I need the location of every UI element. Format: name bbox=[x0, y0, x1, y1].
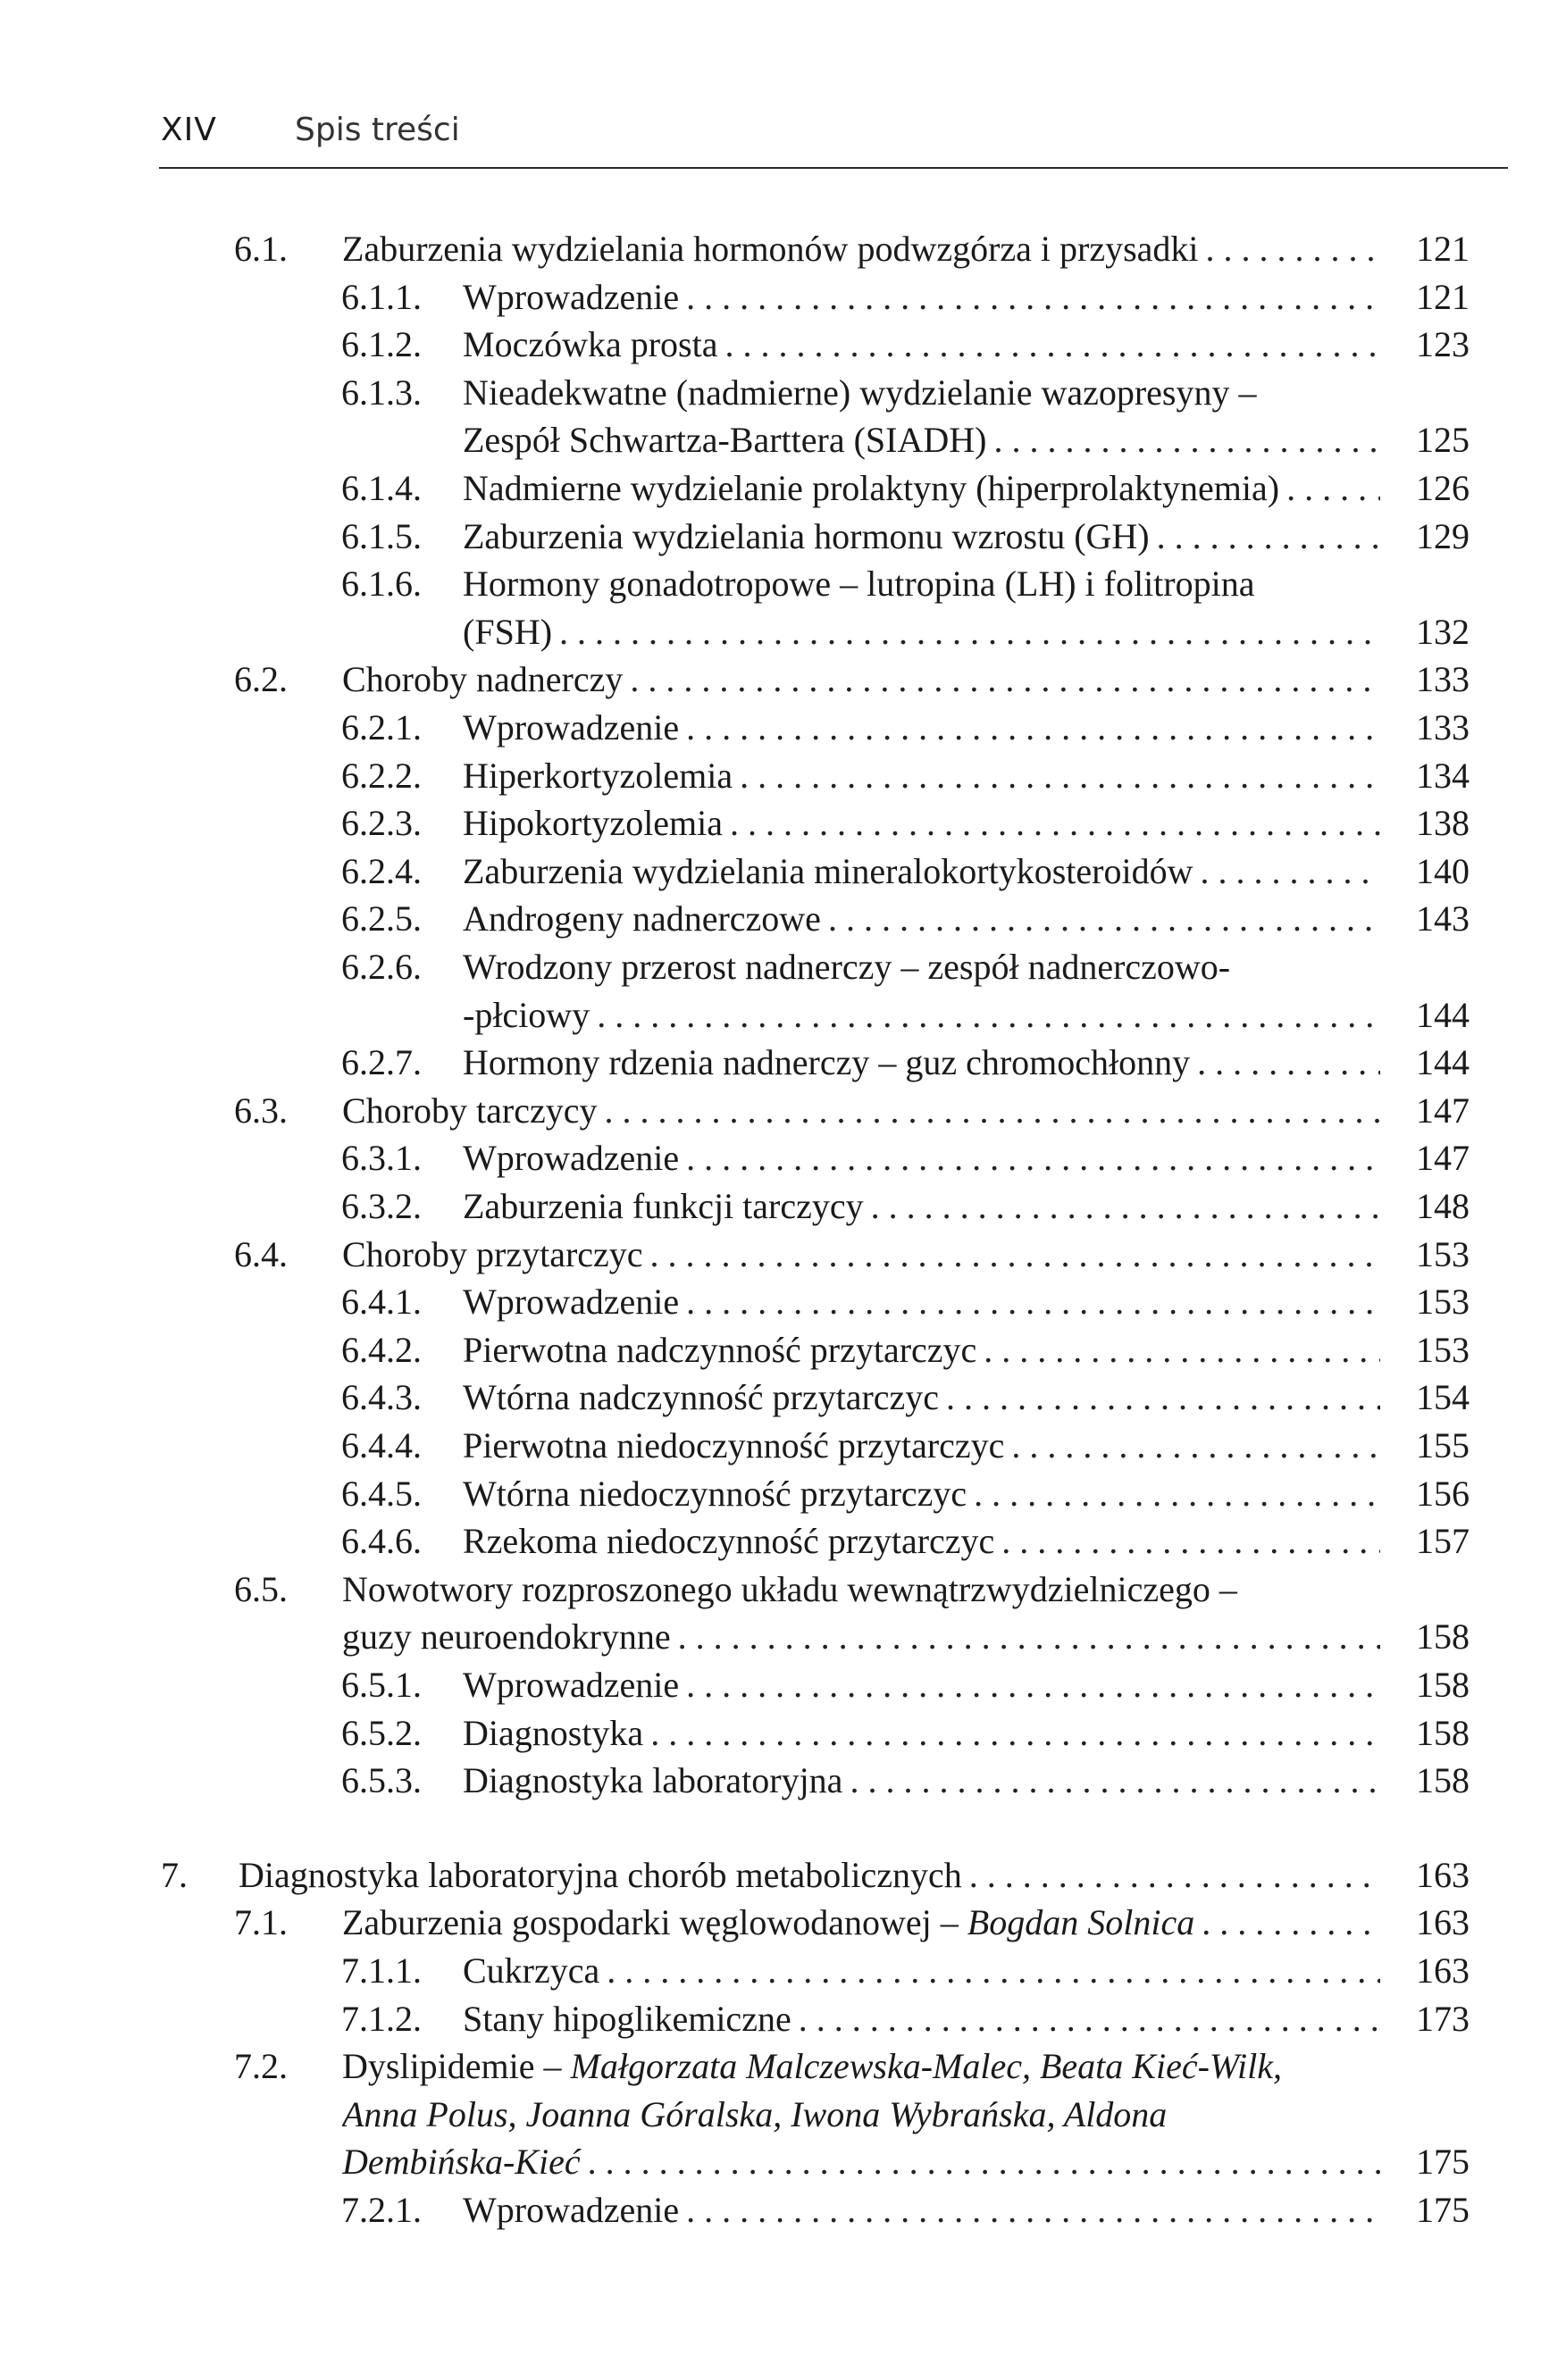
toc-entry-number: 6.1.6. bbox=[341, 564, 422, 605]
toc-entry-title-text bbox=[463, 895, 821, 943]
toc-entry-title bbox=[463, 1947, 1380, 1995]
toc-leader-dots bbox=[733, 752, 1380, 800]
toc-entry-title bbox=[463, 1182, 1380, 1231]
toc-leader-dots bbox=[679, 1661, 1380, 1709]
toc-entry-title bbox=[463, 2186, 1380, 2234]
toc-title-part: Androgeny nadnerczowe bbox=[463, 898, 821, 939]
toc-entry-number: 7.1. bbox=[234, 1902, 288, 1943]
toc-entry-page: 153 bbox=[1416, 1282, 1470, 1323]
toc-entry-title bbox=[463, 1134, 1380, 1182]
toc-entry-title-text bbox=[463, 1278, 679, 1326]
toc-entry-title bbox=[463, 1326, 1380, 1374]
toc-entry-title-text bbox=[463, 464, 1279, 513]
toc-title-part: Hormony gonadotropowe – lutropina (LH) i folitropina bbox=[463, 564, 1255, 605]
toc-leader-dots bbox=[791, 1995, 1380, 2043]
toc-leader-dots bbox=[590, 991, 1380, 1040]
toc-leader-dots bbox=[994, 1517, 1380, 1566]
toc-entry-page: 175 bbox=[1416, 2190, 1470, 2230]
toc-entry-title-text bbox=[463, 799, 723, 848]
toc-entry-continuation bbox=[342, 2091, 1380, 2139]
toc-entry-title-text bbox=[342, 1087, 597, 1135]
toc-title-part: Hipokortyzolemia bbox=[463, 803, 724, 844]
toc-entry-number: 6.1.2. bbox=[341, 324, 422, 365]
toc-entry-title-text bbox=[463, 943, 1230, 991]
toc-entry-title-text bbox=[463, 848, 1193, 896]
toc-entry-number: 6.2.2. bbox=[341, 755, 422, 796]
toc-title-part: Nieadekwatne (nadmierne) wydzielanie wazopresyny – bbox=[463, 372, 1257, 413]
toc-entry-page: 134 bbox=[1416, 755, 1470, 796]
toc-entry-page: 138 bbox=[1416, 803, 1470, 844]
toc-title-part: Rzekoma niedoczynność przytarczyc bbox=[463, 1521, 995, 1562]
toc-entry-title-text bbox=[463, 1709, 643, 1758]
toc-leader-dots bbox=[679, 273, 1380, 322]
toc-title-part: Wtórna niedoczynność przytarczyc bbox=[463, 1473, 967, 1514]
toc-entry-number: 6.2.3. bbox=[341, 803, 422, 844]
toc-entry-number: 6.5.3. bbox=[341, 1760, 422, 1801]
toc-title-part: Diagnostyka laboratoryjna bbox=[463, 1760, 843, 1801]
toc-leader-dots bbox=[599, 1947, 1380, 1995]
toc-entry-page: 158 bbox=[1416, 1712, 1470, 1753]
toc-entry-title-text bbox=[342, 225, 1199, 273]
toc-entry-number: 6.4.3. bbox=[341, 1377, 422, 1418]
toc-leader-dots bbox=[581, 2138, 1380, 2186]
toc-title-part: Pierwotna niedoczynność przytarczyc bbox=[463, 1425, 1005, 1466]
toc-entry-title bbox=[342, 225, 1380, 273]
toc-entry-title bbox=[463, 799, 1380, 848]
toc-entry-title bbox=[342, 2042, 1380, 2091]
toc-entry-title-text bbox=[463, 1470, 967, 1518]
toc-title-part: Wprowadzenie bbox=[463, 1138, 680, 1179]
toc-leader-dots bbox=[597, 1087, 1380, 1135]
toc-entry-page: 133 bbox=[1416, 707, 1470, 747]
toc-entry-title-text bbox=[463, 1661, 679, 1709]
toc-entry-number: 6.2.1. bbox=[341, 707, 422, 747]
toc-entry-number: 6.5.2. bbox=[341, 1712, 422, 1753]
toc-entry-number: 6.2. bbox=[234, 659, 288, 700]
toc-entry-page: 133 bbox=[1416, 659, 1470, 700]
toc-leader-dots bbox=[821, 895, 1380, 943]
toc-leader-dots bbox=[1194, 1899, 1380, 1947]
toc-entry-continuation bbox=[342, 1613, 1380, 1661]
toc-entry-continuation bbox=[463, 416, 1380, 464]
toc-entry-author: Małgorzata Malczewska-Malec, Beata Kieć-Wilk, bbox=[570, 2046, 1282, 2087]
toc-entry-title bbox=[463, 1661, 1380, 1709]
toc-title-part: Stany hipoglikemiczne bbox=[463, 1998, 791, 2039]
toc-title-part: Hormony rdzenia nadnerczy – guz chromochłonny bbox=[463, 1042, 1191, 1083]
toc-title-part: Dyslipidemie – bbox=[342, 2046, 571, 2087]
toc-entry-title-text bbox=[463, 1039, 1190, 1087]
toc-entry-number: 7.2. bbox=[234, 2046, 288, 2087]
toc-entry-continuation bbox=[463, 991, 1380, 1040]
toc-leader-dots bbox=[1004, 1422, 1380, 1470]
toc-entry-title-text bbox=[463, 1374, 939, 1422]
toc-entry-page: 121 bbox=[1416, 229, 1470, 269]
toc-title-part: Nadmierne wydzielanie prolaktyny (hiperprolaktynemia) bbox=[463, 468, 1280, 508]
toc-continuation-text: guzy neuroendokrynne bbox=[342, 1616, 671, 1658]
toc-entry-page: 163 bbox=[1416, 1902, 1470, 1943]
toc-title-part: Diagnostyka bbox=[463, 1712, 644, 1753]
toc-leader-dots bbox=[1199, 225, 1380, 273]
toc-leader-dots bbox=[679, 2186, 1380, 2234]
toc-entry-title-text bbox=[239, 1851, 962, 1900]
toc-entry-page: 156 bbox=[1416, 1473, 1470, 1514]
toc-entry-page: 173 bbox=[1416, 1998, 1470, 2039]
toc-entry-number: 7.1.1. bbox=[341, 1950, 422, 1991]
toc-title-part: Zaburzenia wydzielania mineralokortykosteroidów bbox=[463, 850, 1193, 891]
toc-entry-number: 7.2.1. bbox=[341, 2190, 422, 2230]
running-title: Spis treści bbox=[295, 112, 460, 148]
toc-entry-number: 6.1.4. bbox=[341, 468, 422, 508]
toc-entry-title bbox=[463, 1422, 1380, 1470]
toc-entry-number: 6.4. bbox=[234, 1233, 288, 1274]
toc-entry-title bbox=[463, 1709, 1380, 1758]
toc-entry-number: 6.3.1. bbox=[341, 1138, 422, 1179]
toc-entry-number: 6.1.1. bbox=[341, 276, 422, 317]
toc-title-part: Pierwotna nadczynność przytarczyc bbox=[463, 1329, 977, 1370]
toc-entry-number: 7.1.2. bbox=[341, 1998, 422, 2039]
toc-entry-page: 158 bbox=[1416, 1616, 1470, 1658]
toc-entry-title-text bbox=[463, 1947, 599, 1995]
toc-entry-title bbox=[463, 369, 1380, 417]
toc-leader-dots bbox=[986, 416, 1380, 464]
toc-title-part: Wprowadzenie bbox=[463, 1282, 680, 1323]
toc-entry-title bbox=[463, 1757, 1380, 1805]
toc-leader-dots bbox=[1279, 464, 1380, 513]
toc-title-part: Zaburzenia gospodarki węglowodanowej – bbox=[342, 1902, 967, 1943]
toc-entry-number: 6.4.5. bbox=[341, 1473, 422, 1514]
toc-entry-title bbox=[463, 1470, 1380, 1518]
toc-entry-title bbox=[463, 943, 1380, 991]
toc-entry-title bbox=[463, 704, 1380, 752]
toc-title-part: Wprowadzenie bbox=[463, 1665, 680, 1705]
page-folio: XIV bbox=[161, 112, 217, 148]
toc-continuation-text: Anna Polus, Joanna Góralska, Iwona Wybrańska, Aldona bbox=[342, 2093, 1168, 2134]
toc-entry-title-text bbox=[463, 2186, 679, 2234]
toc-entry-page: 148 bbox=[1416, 1186, 1470, 1226]
toc-entry-number: 6.1.3. bbox=[341, 372, 422, 413]
toc-entry-page: 157 bbox=[1416, 1521, 1470, 1562]
toc-entry-title-text bbox=[463, 369, 1257, 417]
toc-entry-title-text bbox=[342, 656, 623, 704]
toc-entry-title-text bbox=[463, 704, 679, 752]
toc-entry-number: 6.4.4. bbox=[341, 1425, 422, 1466]
toc-entry-title bbox=[342, 1231, 1380, 1279]
toc-leader-dots bbox=[1190, 1039, 1380, 1087]
toc-entry-title-text bbox=[463, 1182, 864, 1231]
toc-leader-dots bbox=[864, 1182, 1380, 1231]
toc-leader-dots bbox=[962, 1851, 1380, 1900]
toc-entry-title bbox=[463, 1517, 1380, 1566]
toc-entry-author: Bogdan Solnica bbox=[967, 1902, 1195, 1943]
toc-entry-number: 6.2.7. bbox=[341, 1042, 422, 1083]
toc-entry-title-text bbox=[342, 1566, 1237, 1614]
toc-entry-number: 6.5.1. bbox=[341, 1665, 422, 1705]
toc-entry-page: 163 bbox=[1416, 1950, 1470, 1991]
toc-title-part: Moczówka prosta bbox=[463, 324, 718, 365]
toc-continuation-text: -płciowy bbox=[463, 994, 590, 1035]
toc-entry-page: 123 bbox=[1416, 324, 1470, 365]
toc-entry-number: 6.4.6. bbox=[341, 1521, 422, 1562]
toc-entry-page: 121 bbox=[1416, 276, 1470, 317]
toc-entry-title bbox=[239, 1851, 1380, 1900]
toc-title-part: Choroby przytarczyc bbox=[342, 1233, 643, 1274]
toc-entry-number: 7. bbox=[161, 1854, 188, 1895]
toc-leader-dots bbox=[679, 1278, 1380, 1326]
toc-entry-title bbox=[463, 273, 1380, 322]
toc-entry-continuation bbox=[463, 608, 1380, 656]
toc-entry-title-text bbox=[463, 1422, 1004, 1470]
toc-title-part: Hiperkortyzolemia bbox=[463, 755, 733, 796]
toc-leader-dots bbox=[679, 704, 1380, 752]
toc-entry-page: 140 bbox=[1416, 850, 1470, 891]
toc-entry-title bbox=[463, 513, 1380, 561]
toc-leader-dots bbox=[976, 1326, 1380, 1374]
toc-entry-page: 153 bbox=[1416, 1233, 1470, 1274]
toc-entry-title bbox=[342, 656, 1380, 704]
toc-entry-page: 158 bbox=[1416, 1665, 1470, 1705]
toc-entry-page: 126 bbox=[1416, 468, 1470, 508]
toc-entry-page: 163 bbox=[1416, 1854, 1470, 1895]
toc-entry-page: 147 bbox=[1416, 1138, 1470, 1179]
toc-entry-title bbox=[342, 1566, 1380, 1614]
toc-entry-page: 153 bbox=[1416, 1329, 1470, 1370]
toc-entry-number: 6.2.5. bbox=[341, 898, 422, 939]
toc-title-part: Zaburzenia wydzielania hormonów podwzgórza i przysadki bbox=[342, 229, 1199, 269]
toc-entry-continuation bbox=[342, 2138, 1380, 2186]
toc-title-part: Zaburzenia funkcji tarczycy bbox=[463, 1186, 864, 1226]
toc-entry-page: 158 bbox=[1416, 1760, 1470, 1801]
toc-entry-title-text bbox=[463, 560, 1254, 608]
toc-entry-page: 144 bbox=[1416, 1042, 1470, 1083]
toc-title-part: Cukrzyca bbox=[463, 1950, 600, 1991]
toc-entry-title-text bbox=[463, 1757, 842, 1805]
toc-entry-title bbox=[463, 464, 1380, 513]
toc-leader-dots bbox=[623, 656, 1380, 704]
toc-leader-dots bbox=[679, 1134, 1380, 1182]
toc-entry-title-text bbox=[463, 321, 717, 369]
toc-leader-dots bbox=[842, 1757, 1380, 1805]
toc-entry-number: 6.3.2. bbox=[341, 1186, 422, 1226]
toc-leader-dots bbox=[723, 799, 1380, 848]
toc-entry-number: 6.4.1. bbox=[341, 1282, 422, 1323]
toc-entry-number: 6.1. bbox=[234, 229, 288, 269]
toc-entry-number: 6.5. bbox=[234, 1568, 288, 1609]
toc-entry-page: 155 bbox=[1416, 1425, 1470, 1466]
toc-entry-title bbox=[463, 848, 1380, 896]
toc-entry-page: 147 bbox=[1416, 1090, 1470, 1131]
toc-title-part: Wtórna nadczynność przytarczyc bbox=[463, 1377, 940, 1418]
toc-entry-title bbox=[342, 1087, 1380, 1135]
toc-entry-title-text bbox=[463, 513, 1150, 561]
toc-title-part: Choroby tarczycy bbox=[342, 1090, 598, 1131]
toc-leader-dots bbox=[643, 1709, 1380, 1758]
toc-entry-title bbox=[463, 1995, 1380, 2043]
toc-entry-page: 154 bbox=[1416, 1377, 1470, 1418]
toc-title-part: Choroby nadnerczy bbox=[342, 659, 624, 700]
toc-entry-title bbox=[463, 895, 1380, 943]
toc-entry-number: 6.2.4. bbox=[341, 850, 422, 891]
toc-entry-page: 144 bbox=[1416, 994, 1470, 1035]
toc-leader-dots bbox=[939, 1374, 1380, 1422]
toc-entry-title-text bbox=[463, 273, 679, 322]
toc-title-part: Wprowadzenie bbox=[463, 2190, 680, 2230]
toc-continuation-text: (FSH) bbox=[463, 611, 553, 652]
toc-leader-dots bbox=[671, 1613, 1380, 1661]
toc-title-part: Wrodzony przerost nadnerczy – zespół nadnerczowo- bbox=[463, 947, 1231, 987]
toc-entry-title bbox=[463, 321, 1380, 369]
toc-entry-title bbox=[463, 560, 1380, 608]
toc-entry-title bbox=[342, 1899, 1380, 1947]
toc-entry-page: 125 bbox=[1416, 420, 1470, 461]
toc-entry-title-text bbox=[463, 752, 733, 800]
toc-entry-page: 132 bbox=[1416, 611, 1470, 652]
toc-entry-title-text bbox=[463, 1995, 791, 2043]
toc-leader-dots bbox=[1193, 848, 1380, 896]
toc-entry-title-text bbox=[342, 1231, 643, 1279]
toc-title-part: Diagnostyka laboratoryjna chorób metabolicznych bbox=[239, 1854, 962, 1895]
toc-leader-dots bbox=[1150, 513, 1380, 561]
toc-title-part: Zaburzenia wydzielania hormonu wzrostu (GH) bbox=[463, 515, 1150, 556]
toc-continuation-text: Dembińska-Kieć bbox=[342, 2142, 581, 2183]
toc-entry-number: 6.1.5. bbox=[341, 515, 422, 556]
toc-leader-dots bbox=[717, 321, 1380, 369]
toc-entry-number: 6.2.6. bbox=[341, 947, 422, 987]
toc-leader-dots bbox=[643, 1231, 1380, 1279]
toc-title-part: Wprowadzenie bbox=[463, 707, 680, 747]
toc-title-part: Nowotwory rozproszonego układu wewnątrzwydzielniczego – bbox=[342, 1568, 1237, 1609]
toc-leader-dots bbox=[552, 608, 1380, 656]
toc-entry-number: 6.3. bbox=[234, 1090, 288, 1131]
toc-entry-title bbox=[463, 752, 1380, 800]
toc-title-part: Wprowadzenie bbox=[463, 276, 680, 317]
toc-entry-title-text bbox=[463, 1517, 994, 1566]
toc-entry-title bbox=[463, 1374, 1380, 1422]
toc-entry-page: 175 bbox=[1416, 2142, 1470, 2183]
toc-entry-title-text bbox=[342, 1899, 1194, 1947]
toc-entry-number: 6.4.2. bbox=[341, 1329, 422, 1370]
toc-leader-dots bbox=[967, 1470, 1380, 1518]
toc-entry-title-text bbox=[342, 2042, 1282, 2091]
toc-entry-title bbox=[463, 1278, 1380, 1326]
toc-entry-page: 143 bbox=[1416, 898, 1470, 939]
toc-entry-page: 129 bbox=[1416, 515, 1470, 556]
toc-entry-title-text bbox=[463, 1326, 976, 1374]
toc-continuation-text: Zespół Schwartza-Barttera (SIADH) bbox=[463, 420, 987, 461]
toc-entry-title-text bbox=[463, 1134, 679, 1182]
toc-entry-title bbox=[463, 1039, 1380, 1087]
